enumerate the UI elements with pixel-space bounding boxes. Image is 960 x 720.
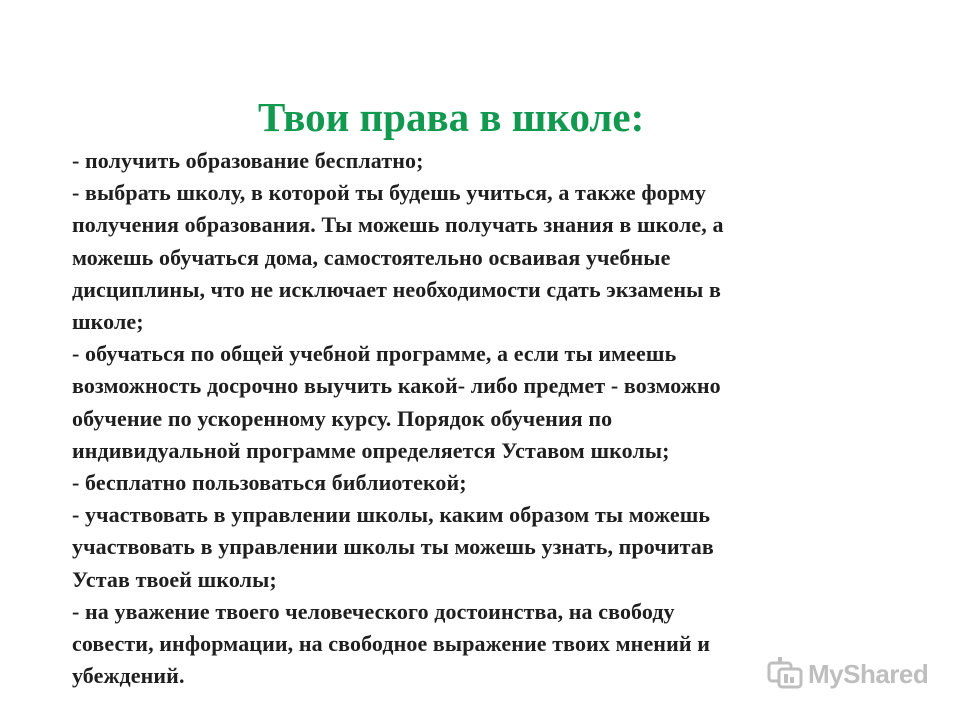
rights-line: - выбрать школу, в которой ты будешь учиться, а также форму — [72, 180, 706, 206]
rights-line: индивидуальной программе определяется Уставом школы; — [72, 437, 670, 463]
rights-line: обучение по ускоренному курсу. Порядок обучения по — [72, 405, 613, 431]
slide-title: Твои права в школе: — [258, 94, 645, 140]
rights-line: дисциплины, что не исключает необходимости сдать экзамены в — [72, 276, 722, 302]
watermark — [766, 652, 928, 696]
rights-line: Устав твоей школы; — [72, 566, 277, 592]
rights-line: - обучаться по общей учебной программе, а если ты имеешь — [72, 341, 677, 367]
rights-line: - бесплатно пользоваться библиотекой; — [72, 470, 467, 496]
watermark-text: MyShared — [808, 658, 929, 689]
myshared-logo-icon — [766, 655, 804, 693]
rights-line: убеждений. — [72, 663, 185, 689]
rights-line: - получить образование бесплатно; — [72, 148, 424, 173]
rights-line: - на уважение твоего человеческого достоинства, на свободу — [72, 598, 675, 624]
rights-line: - участвовать в управлении школы, каким образом ты можешь — [72, 502, 711, 528]
rights-line: участвовать в управлении школы ты можешь узнать, прочитав — [72, 534, 714, 560]
rights-line: получения образования. Ты можешь получать знания в школе, а — [72, 212, 724, 238]
rights-line: школе; — [72, 309, 144, 335]
rights-line: можешь обучаться дома, самостоятельно осваивая учебные — [72, 244, 671, 270]
rights-list — [72, 145, 872, 692]
rights-line: возможность досрочно выучить какой- либо предмет - возможно — [72, 373, 721, 399]
rights-line: совести, информации, на свободное выражение твоих мнений и — [72, 631, 711, 657]
